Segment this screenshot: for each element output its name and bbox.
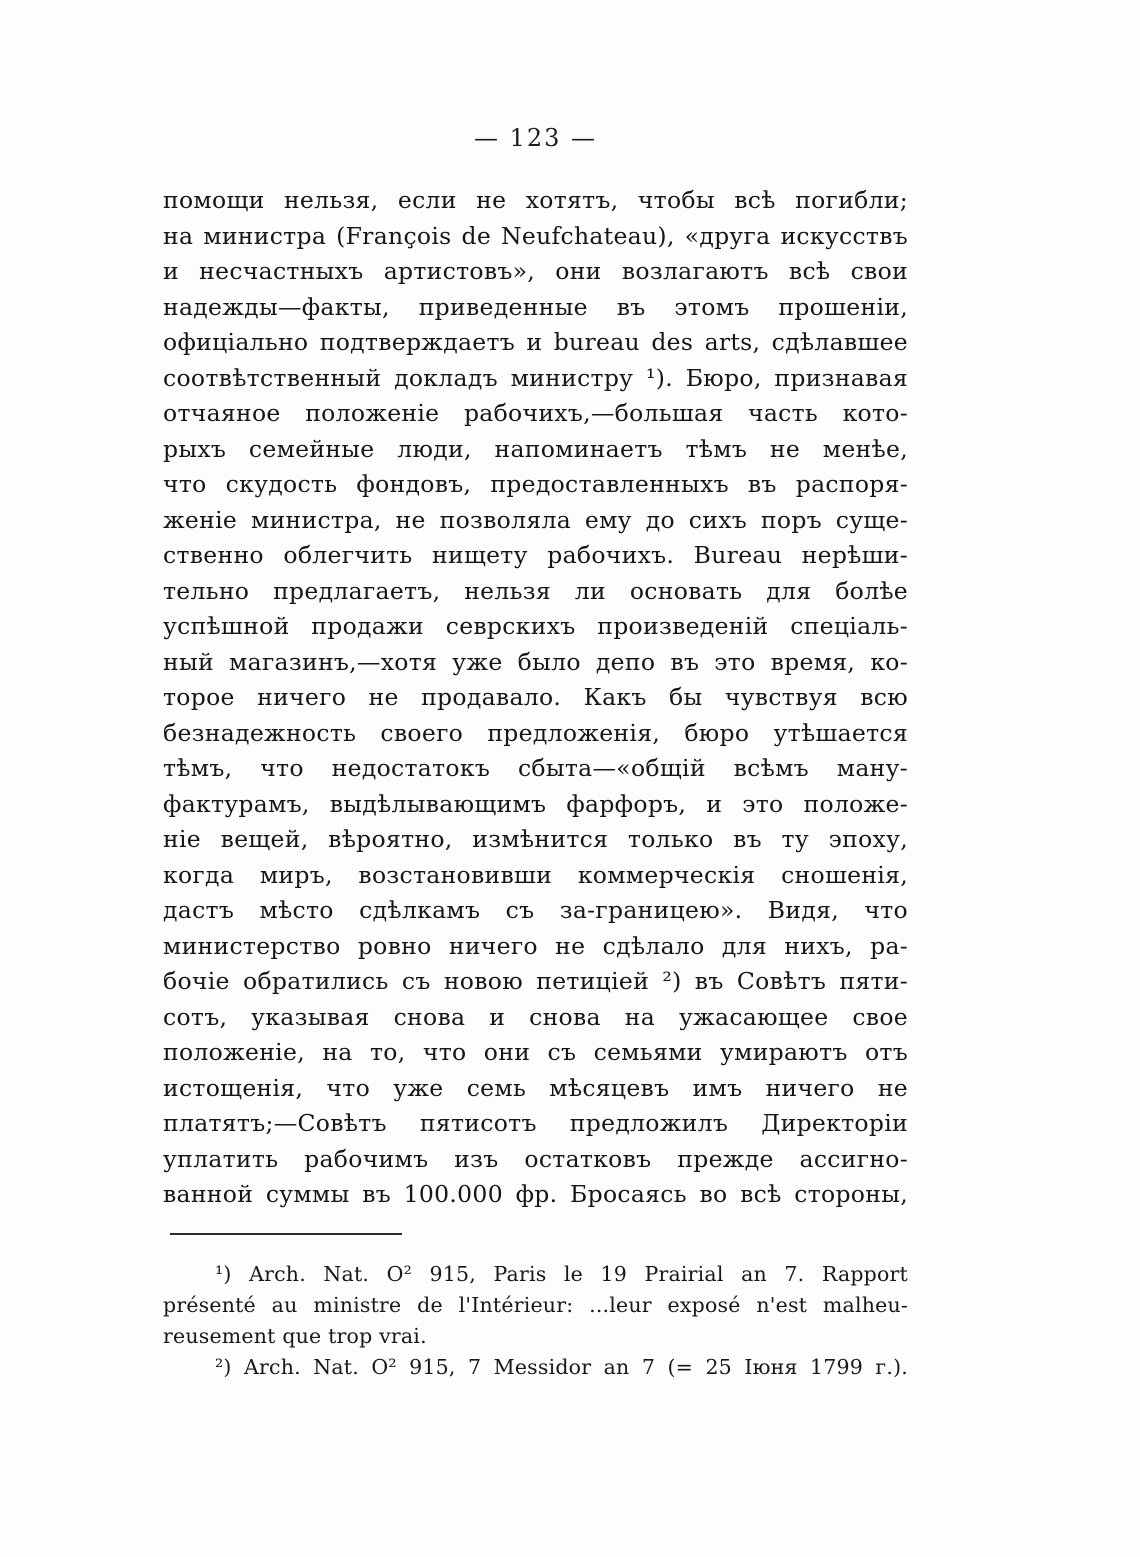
body-text-line: бочіе обратились съ новою петиціей ²) въ Совѣтъ пяти- (163, 967, 908, 995)
body-text-line: безнадежность своего предложенія, бюро утѣшается (163, 718, 908, 747)
footnote-line: ¹) Arch. Nat. O² 915, Paris le 19 Prairial an 7. Rapport (215, 1262, 908, 1286)
body-text-line: ніе вещей, вѣроятно, измѣнится только въ ту эпоху, (163, 825, 908, 853)
body-text-line: дастъ мѣсто сдѣлкамъ съ за-границею». Видя, что (163, 896, 908, 924)
body-text-line: тельно предлагаетъ, нельзя ли основать для болѣе (163, 576, 908, 605)
body-text-line: ный магазинъ,—хотя уже было депо въ это время, ко- (163, 647, 908, 676)
footnote-separator (170, 1233, 402, 1235)
body-text-line: успѣшной продажи севрскихъ произведеній спеціаль- (163, 612, 908, 640)
body-text-line: помощи нельзя, если не хотятъ, чтобы всѣ погибли; (163, 186, 908, 214)
body-text-line: ванной суммы въ 100.000 фр. Бросаясь во всѣ стороны, (163, 1180, 908, 1208)
body-text-line: женіе министра, не позволяла ему до сихъ поръ суще- (163, 505, 908, 534)
body-text-line: тѣмъ, что недостатокъ сбыта—«общій всѣмъ ману- (163, 754, 908, 782)
body-text-line: платятъ;—Совѣтъ пятисотъ предложилъ Директоріи (163, 1109, 908, 1137)
body-text-line: и несчастныхъ артистовъ», они возлагаютъ всѣ свои (163, 257, 908, 285)
body-text-line: торое ничего не продавало. Какъ бы чувствуя всю (163, 683, 908, 711)
body-text-line: на министра (François de Neufchateau), «друга искусствъ (163, 221, 908, 250)
page-number: — 123 — (473, 124, 598, 152)
body-text-line: рыхъ семейные люди, напоминаетъ тѣмъ не менѣе, (163, 434, 908, 463)
body-text-line: ственно облегчить нищету рабочихъ. Bureau нерѣши- (163, 541, 908, 569)
body-text-line: фактурамъ, выдѣлывающимъ фарфоръ, и это положе- (163, 789, 908, 818)
footnote-line: présenté au ministre de l'Intérieur: ...leur exposé n'est malheu- (163, 1293, 908, 1317)
footnote-line: ²) Arch. Nat. O² 915, 7 Messidor an 7 (= 25 Іюня 1799 г.). (215, 1355, 908, 1379)
body-text (163, 183, 908, 1213)
footnotes (163, 1259, 908, 1383)
body-text-line: офиціально подтверждаетъ и bureau des arts, сдѣлавшее (163, 328, 908, 356)
body-text-line: истощенія, что уже семь мѣсяцевъ имъ ничего не (163, 1073, 908, 1102)
body-text-line: министерство ровно ничего не сдѣлало для нихъ, ра- (163, 931, 908, 960)
body-text-line: когда миръ, возстановивши коммерческія сношенія, (163, 860, 908, 889)
body-text-line: уплатить рабочимъ изъ остатковъ прежде ассигно- (163, 1144, 908, 1173)
body-text-line: сотъ, указывая снова и снова на ужасающее свое (163, 1002, 908, 1031)
body-text-line: положеніе, на то, что они съ семьями умираютъ отъ (163, 1038, 908, 1066)
body-text-line: отчаяное положеніе рабочихъ,—большая часть кото- (163, 399, 908, 427)
body-text-line: что скудость фондовъ, предоставленныхъ въ распоря- (163, 470, 908, 498)
body-text-line: надежды—факты, приведенные въ этомъ прошеніи, (163, 292, 908, 321)
body-text-line: соотвѣтственный докладъ министру ¹). Бюро, признавая (163, 363, 908, 392)
footnote-line: reusement que trop vrai. (163, 1324, 427, 1348)
